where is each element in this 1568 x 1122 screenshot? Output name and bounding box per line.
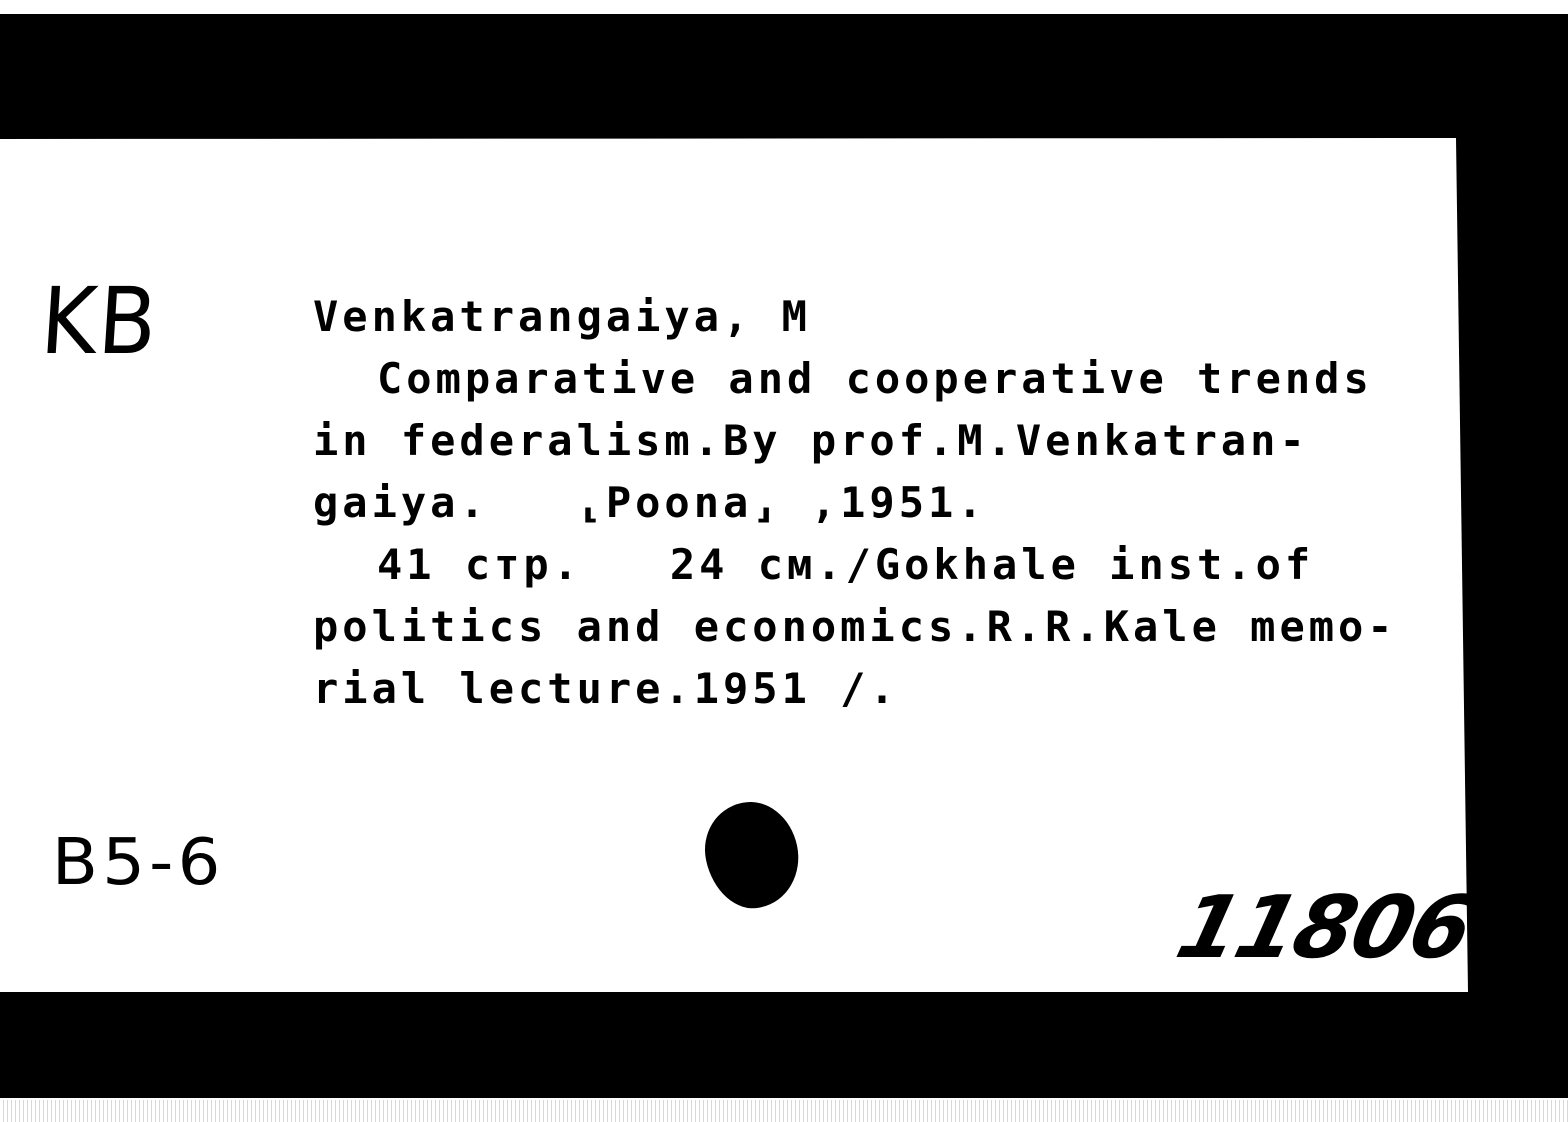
call-number: KB <box>37 268 162 375</box>
series-line-2: rial lecture.1951 /. <box>313 664 899 713</box>
title-line-2: in federalism.By prof.M.Venkatran- <box>313 416 1309 465</box>
series-line-1: politics and economics.R.R.Kale memo- <box>313 602 1397 651</box>
accession-number: 11806 <box>1167 878 1482 978</box>
collation-line-1: 41 стр. 24 см./Gokhale inst.of <box>377 540 1315 589</box>
scan-top-border <box>0 0 1568 14</box>
scan-bottom-border <box>0 1098 1568 1122</box>
shelf-mark: B5-6 <box>51 826 225 900</box>
title-line-1: Comparative and cooperative trends <box>377 354 1373 403</box>
author-line: Venkatrangaiya, M <box>313 292 811 341</box>
imprint-line: gaiya. ⸤Poona⸥ ,1951. <box>313 478 987 527</box>
